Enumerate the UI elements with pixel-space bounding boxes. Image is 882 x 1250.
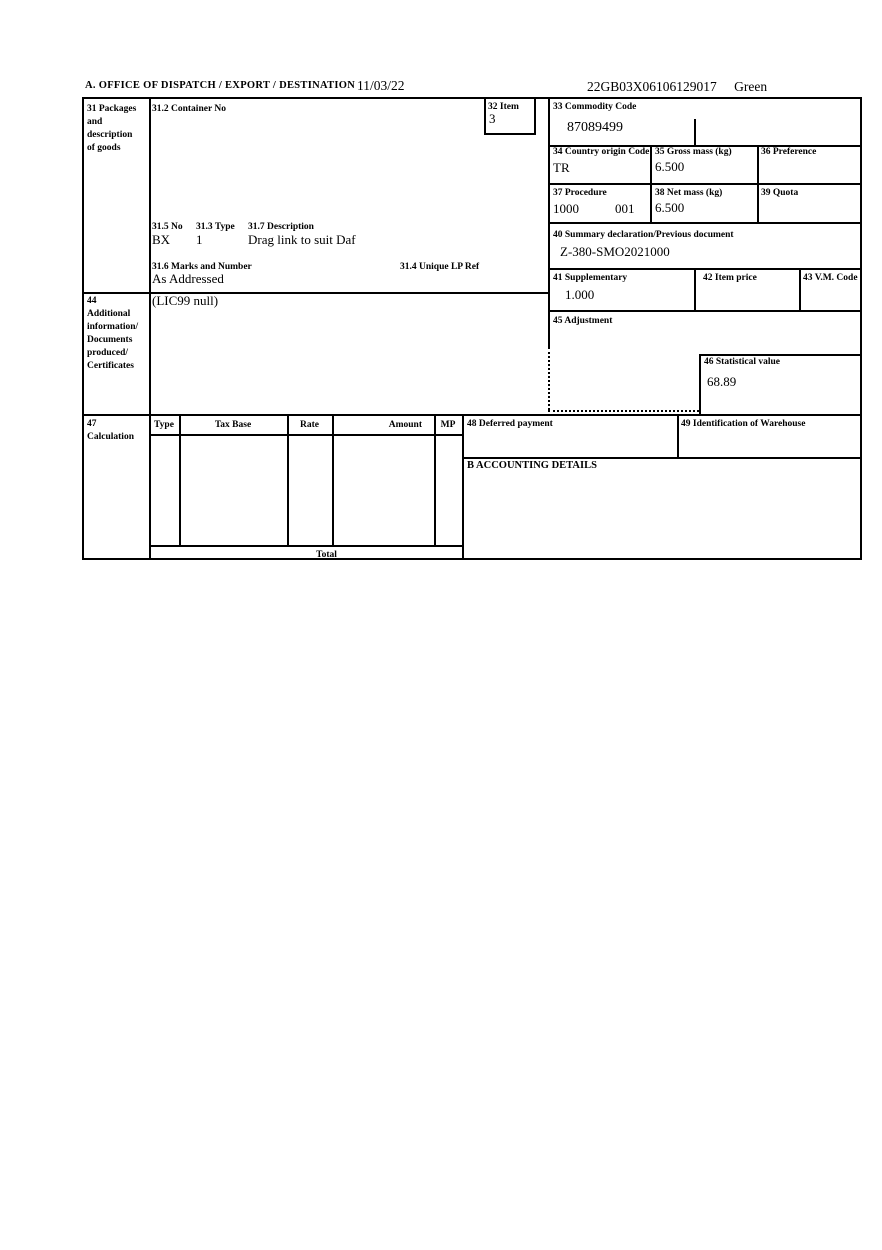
box34-country-origin-value: TR bbox=[553, 160, 570, 175]
box31-label-line: of goods bbox=[87, 143, 121, 153]
box44-additional-info-label bbox=[87, 295, 138, 373]
box31-6-marks-value: As Addressed bbox=[152, 271, 224, 286]
box38-net-mass-value: 6.500 bbox=[655, 200, 685, 215]
grid-line bbox=[548, 310, 860, 312]
grid-line bbox=[462, 414, 464, 558]
grid-line bbox=[694, 270, 696, 310]
box37-procedure-value2: 001 bbox=[615, 201, 635, 216]
calc-header-tax-base: Tax Base bbox=[214, 420, 252, 430]
box31-label-line: and bbox=[87, 117, 103, 127]
box31-label-line: description bbox=[87, 130, 133, 140]
box46-statistical-value: 68.89 bbox=[707, 374, 737, 389]
box35-gross-mass-value: 6.500 bbox=[655, 159, 685, 174]
box31-5-no-label: 31.5 No bbox=[152, 222, 183, 232]
box45-adjustment-label: 45 Adjustment bbox=[553, 316, 613, 326]
box31-7-description-value: Drag link to suit Daf bbox=[248, 232, 356, 247]
box49-warehouse-label: 49 Identification of Warehouse bbox=[681, 419, 806, 429]
box40-summary-declaration-value: Z-380-SMO2021000 bbox=[560, 244, 670, 259]
grid-line bbox=[484, 99, 486, 133]
box31-2-container-label: 31.2 Container No bbox=[152, 104, 226, 114]
grid-line bbox=[149, 99, 151, 558]
movement-reference-number: 22GB03X06106129017 bbox=[587, 79, 717, 94]
grid-line bbox=[548, 222, 860, 224]
box31-7-description-label: 31.7 Description bbox=[248, 222, 314, 232]
box36-preference-label: 36 Preference bbox=[761, 147, 817, 157]
box44-label-line: Certificates bbox=[87, 361, 134, 371]
grid-line bbox=[149, 545, 462, 547]
grid-line bbox=[84, 414, 860, 416]
grid-line bbox=[149, 434, 462, 436]
calc-header-amount: Amount bbox=[388, 420, 422, 430]
reference-line bbox=[587, 79, 767, 95]
box48-deferred-payment-label: 48 Deferred payment bbox=[467, 419, 553, 429]
box44-label-line: Documents bbox=[87, 335, 133, 345]
box31-label-line: 31 Packages bbox=[87, 104, 137, 114]
office-of-dispatch-label: A. OFFICE OF DISPATCH / EXPORT / DESTINATION bbox=[85, 80, 356, 91]
box44-label-line: Additional bbox=[87, 309, 131, 319]
grid-line bbox=[548, 268, 860, 270]
box37-procedure-label: 37 Procedure bbox=[553, 188, 607, 198]
box46-statistical-value-label: 46 Statistical value bbox=[704, 357, 780, 367]
calc-header-mp: MP bbox=[440, 420, 456, 430]
calc-header-rate: Rate bbox=[300, 420, 319, 430]
box31-packages-label bbox=[87, 103, 136, 155]
box47-label-line: 47 bbox=[87, 419, 97, 429]
box34-country-origin-label: 34 Country origin Code bbox=[553, 147, 650, 157]
box31-3-type-label: 31.3 Type bbox=[196, 222, 235, 232]
declaration-date: 11/03/22 bbox=[357, 78, 405, 93]
box33-commodity-code-label: 33 Commodity Code bbox=[553, 102, 637, 112]
box31-4-lp-ref-label: 31.4 Unique LP Ref bbox=[400, 262, 480, 272]
box47-label-line: Calculation bbox=[87, 432, 134, 442]
box32-item-label: 32 Item bbox=[488, 102, 519, 112]
grid-line bbox=[534, 99, 536, 133]
grid-line bbox=[699, 354, 701, 414]
grid-line bbox=[677, 414, 679, 457]
box40-summary-declaration-label: 40 Summary declaration/Previous document bbox=[553, 230, 734, 240]
box32-item-value: 3 bbox=[489, 111, 496, 126]
box31-3-type-value: 1 bbox=[196, 232, 203, 247]
grid-line bbox=[694, 119, 696, 145]
box42-item-price-label: 42 Item price bbox=[703, 273, 757, 283]
grid-line bbox=[799, 270, 801, 310]
box44-label-line: 44 bbox=[87, 296, 97, 306]
box43-vm-code-label: 43 V.M. Code bbox=[803, 273, 858, 283]
box41-supplementary-label: 41 Supplementary bbox=[553, 273, 628, 283]
box41-supplementary-value: 1.000 bbox=[565, 287, 595, 302]
grid-line bbox=[699, 354, 860, 356]
section-b-accounting-details-label: B ACCOUNTING DETAILS bbox=[467, 460, 597, 471]
box37-procedure-value: 1000 bbox=[553, 201, 579, 216]
box35-gross-mass-label: 35 Gross mass (kg) bbox=[655, 147, 732, 157]
box38-net-mass-label: 38 Net mass (kg) bbox=[655, 188, 723, 198]
grid-line bbox=[548, 183, 860, 185]
routing-indicator: Green bbox=[734, 79, 768, 94]
grid-line bbox=[484, 133, 536, 135]
grid-line-dotted bbox=[548, 347, 550, 410]
calc-total-label: Total bbox=[316, 550, 337, 560]
box44-label-line: produced/ bbox=[87, 348, 129, 358]
calc-header-type: Type bbox=[154, 420, 174, 430]
box31-6-marks-label: 31.6 Marks and Number bbox=[152, 262, 252, 272]
grid-line-dotted bbox=[548, 410, 699, 412]
box33-commodity-code-value: 87089499 bbox=[567, 120, 623, 135]
box31-5-no-value: BX bbox=[152, 232, 171, 247]
grid-line bbox=[462, 457, 860, 459]
box47-calculation-label bbox=[87, 418, 134, 444]
declaration-item-form bbox=[82, 97, 862, 560]
box44-label-line: information/ bbox=[87, 322, 139, 332]
box44-additional-info-value: (LIC99 null) bbox=[152, 293, 219, 308]
box39-quota-label: 39 Quota bbox=[761, 188, 799, 198]
